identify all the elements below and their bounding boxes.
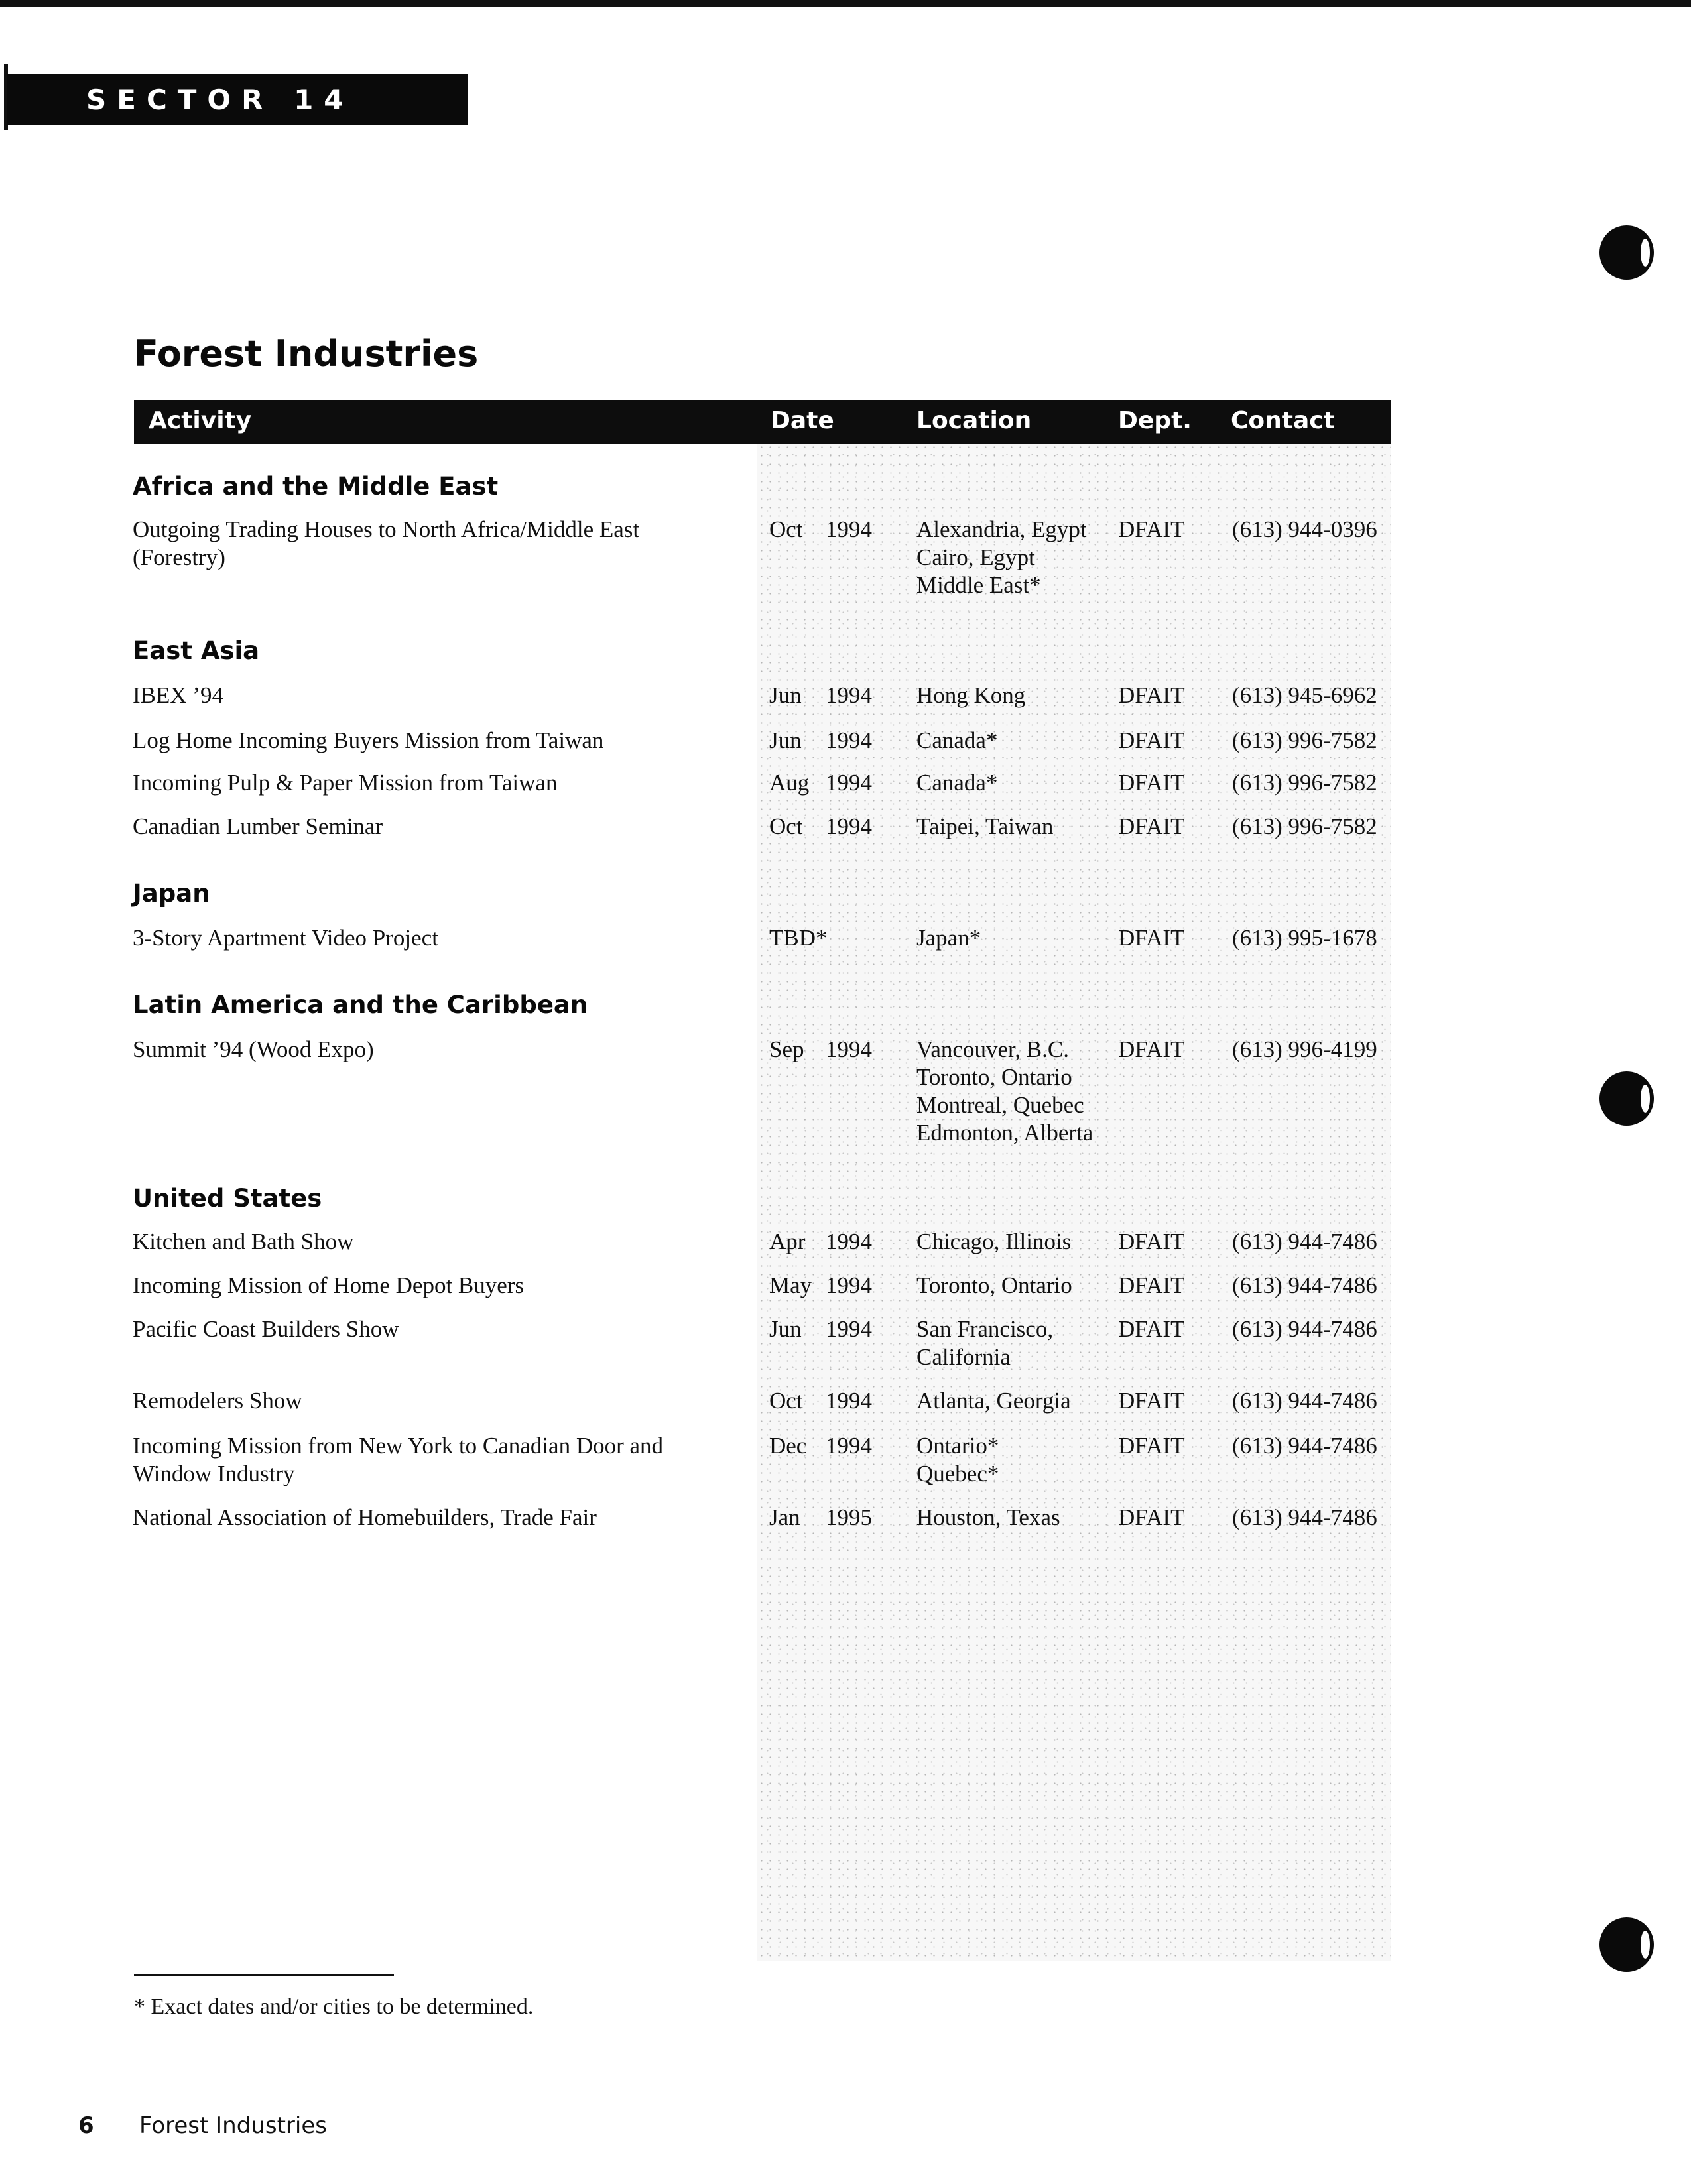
region-heading: Africa and the Middle East <box>133 472 499 501</box>
date-year: 1994 <box>826 516 872 542</box>
date-year: 1994 <box>826 1229 872 1254</box>
activity-line: Incoming Mission of Home Depot Buyers <box>133 1272 525 1298</box>
dept-cell: DFAIT <box>1118 1272 1185 1298</box>
page-number: 6 <box>78 2112 94 2139</box>
dept-cell: DFAIT <box>1118 1504 1185 1530</box>
location-line: Alexandria, Egypt <box>916 516 1087 542</box>
activity-line: Summit ’94 (Wood Expo) <box>133 1036 374 1062</box>
date-month: Dec <box>769 1433 807 1459</box>
location-line: Houston, Texas <box>916 1504 1060 1530</box>
location-cell <box>916 1387 1129 1415</box>
date-month: Oct <box>769 516 803 542</box>
location-line: Canada* <box>916 727 998 753</box>
column-header-location: Location <box>916 407 1032 434</box>
activity-cell <box>133 769 729 797</box>
dept-cell: DFAIT <box>1118 1433 1185 1459</box>
location-line: Canada* <box>916 770 998 796</box>
top-rule <box>0 0 1691 7</box>
location-cell <box>916 727 1129 755</box>
activity-cell <box>133 1504 729 1532</box>
activity-cell <box>133 1272 729 1300</box>
dept-cell: DFAIT <box>1118 682 1185 708</box>
contact-cell: (613) 944-7486 <box>1232 1388 1377 1414</box>
location-line: Middle East* <box>916 572 1041 598</box>
activity-line: 3-Story Apartment Video Project <box>133 925 438 951</box>
activity-cell <box>133 1315 729 1343</box>
location-line: Japan* <box>916 925 981 951</box>
contact-cell: (613) 996-7582 <box>1232 727 1377 753</box>
contact-cell: (613) 944-7486 <box>1232 1229 1377 1254</box>
location-line: Ontario* <box>916 1433 999 1459</box>
activity-line: Remodelers Show <box>133 1388 302 1414</box>
location-line: Hong Kong <box>916 682 1026 708</box>
punch-hole-icon <box>1599 1917 1654 1972</box>
contact-cell: (613) 944-7486 <box>1232 1272 1377 1298</box>
location-cell <box>916 924 1129 952</box>
activity-cell <box>133 1387 729 1415</box>
location-line: Toronto, Ontario <box>916 1064 1072 1090</box>
date-year: 1994 <box>826 1036 872 1062</box>
region-heading: Latin America and the Caribbean <box>133 991 588 1019</box>
activity-line: Incoming Pulp & Paper Mission from Taiwan <box>133 770 558 796</box>
contact-cell: (613) 996-4199 <box>1232 1036 1377 1062</box>
dept-cell: DFAIT <box>1118 516 1185 542</box>
location-cell <box>916 1504 1129 1532</box>
footnote: * Exact dates and/or cities to be determined. <box>134 1994 534 2019</box>
dept-cell: DFAIT <box>1118 727 1185 753</box>
date-month: Jun <box>769 682 802 708</box>
location-cell <box>916 1228 1129 1256</box>
date-month: Jun <box>769 727 802 753</box>
contact-cell: (613) 944-7486 <box>1232 1433 1377 1459</box>
activity-line: (Forestry) <box>133 544 225 570</box>
dept-cell: DFAIT <box>1118 814 1185 839</box>
date-year: 1995 <box>826 1504 872 1530</box>
location-line: Chicago, Illinois <box>916 1229 1072 1254</box>
date-month: Aug <box>769 770 810 796</box>
location-line: Taipei, Taiwan <box>916 814 1054 839</box>
dept-cell: DFAIT <box>1118 1036 1185 1062</box>
footer-title: Forest Industries <box>139 2112 327 2139</box>
contact-cell: (613) 945-6962 <box>1232 682 1377 708</box>
column-header-bar <box>134 400 1391 444</box>
region-heading: East Asia <box>133 637 260 665</box>
punch-hole-icon <box>1599 1071 1654 1126</box>
region-heading: Japan <box>133 879 210 908</box>
activity-cell <box>133 516 729 572</box>
date-month: Oct <box>769 814 803 839</box>
date-year: 1994 <box>826 770 872 796</box>
activity-line: IBEX ’94 <box>133 682 224 708</box>
activity-cell <box>133 682 729 709</box>
activity-line: Canadian Lumber Seminar <box>133 814 383 839</box>
column-header-dept: Dept. <box>1118 407 1192 434</box>
activity-line: Pacific Coast Builders Show <box>133 1316 399 1342</box>
contact-cell: (613) 996-7582 <box>1232 770 1377 796</box>
sector-banner <box>7 74 468 125</box>
column-header-activity: Activity <box>149 407 252 434</box>
location-line: Cairo, Egypt <box>916 544 1035 570</box>
location-cell <box>916 682 1129 709</box>
date-year: 1994 <box>826 682 872 708</box>
activity-cell <box>133 924 729 952</box>
activity-line: Incoming Mission from New York to Canadian Door and <box>133 1433 664 1459</box>
dept-cell: DFAIT <box>1118 770 1185 796</box>
contact-cell: (613) 995-1678 <box>1232 925 1377 951</box>
dept-cell: DFAIT <box>1118 1229 1185 1254</box>
page-title: Forest Industries <box>134 333 479 375</box>
location-cell <box>916 769 1129 797</box>
activity-line: Window Industry <box>133 1461 295 1486</box>
location-line: Atlanta, Georgia <box>916 1388 1071 1414</box>
column-header-date: Date <box>771 407 834 434</box>
contact-cell: (613) 944-7486 <box>1232 1316 1377 1342</box>
sector-label: SECTOR 14 <box>86 83 354 116</box>
activity-cell <box>133 813 729 841</box>
location-cell <box>916 516 1129 599</box>
date-month: Oct <box>769 1388 803 1414</box>
activity-line: Outgoing Trading Houses to North Africa/Middle East <box>133 516 640 542</box>
location-line: Montreal, Quebec <box>916 1092 1084 1118</box>
date-location-shading <box>757 443 1391 1961</box>
column-header-contact: Contact <box>1231 407 1335 434</box>
punch-hole-icon <box>1599 225 1654 280</box>
contact-cell: (613) 944-7486 <box>1232 1504 1377 1530</box>
footnote-rule <box>134 1974 394 1976</box>
activity-cell <box>133 727 729 755</box>
date-month: Apr <box>769 1229 806 1254</box>
date-month: TBD* <box>769 925 828 951</box>
activity-line: Kitchen and Bath Show <box>133 1229 354 1254</box>
region-heading: United States <box>133 1184 322 1213</box>
date-year: 1994 <box>826 1316 872 1342</box>
location-cell <box>916 1272 1129 1300</box>
activity-line: Log Home Incoming Buyers Mission from Taiwan <box>133 727 604 753</box>
location-cell <box>916 813 1129 841</box>
location-line: Quebec* <box>916 1461 999 1486</box>
date-month: Sep <box>769 1036 804 1062</box>
location-line: Edmonton, Alberta <box>916 1120 1094 1146</box>
location-line: San Francisco, <box>916 1316 1054 1342</box>
location-line: California <box>916 1344 1011 1370</box>
date-year: 1994 <box>826 1272 872 1298</box>
date-month: Jan <box>769 1504 800 1530</box>
location-cell <box>916 1432 1129 1488</box>
activity-cell <box>133 1432 729 1488</box>
location-line: Vancouver, B.C. <box>916 1036 1069 1062</box>
dept-cell: DFAIT <box>1118 925 1185 951</box>
date-year: 1994 <box>826 814 872 839</box>
dept-cell: DFAIT <box>1118 1388 1185 1414</box>
contact-cell: (613) 944-0396 <box>1232 516 1377 542</box>
activity-line: National Association of Homebuilders, Trade Fair <box>133 1504 597 1530</box>
date-year: 1994 <box>826 1388 872 1414</box>
location-cell <box>916 1315 1129 1371</box>
date-year: 1994 <box>826 727 872 753</box>
date-month: Jun <box>769 1316 802 1342</box>
activity-cell <box>133 1228 729 1256</box>
location-line: Toronto, Ontario <box>916 1272 1072 1298</box>
contact-cell: (613) 996-7582 <box>1232 814 1377 839</box>
dept-cell: DFAIT <box>1118 1316 1185 1342</box>
location-cell <box>916 1036 1129 1147</box>
activity-cell <box>133 1036 729 1063</box>
date-year: 1994 <box>826 1433 872 1459</box>
date-month: May <box>769 1272 812 1298</box>
